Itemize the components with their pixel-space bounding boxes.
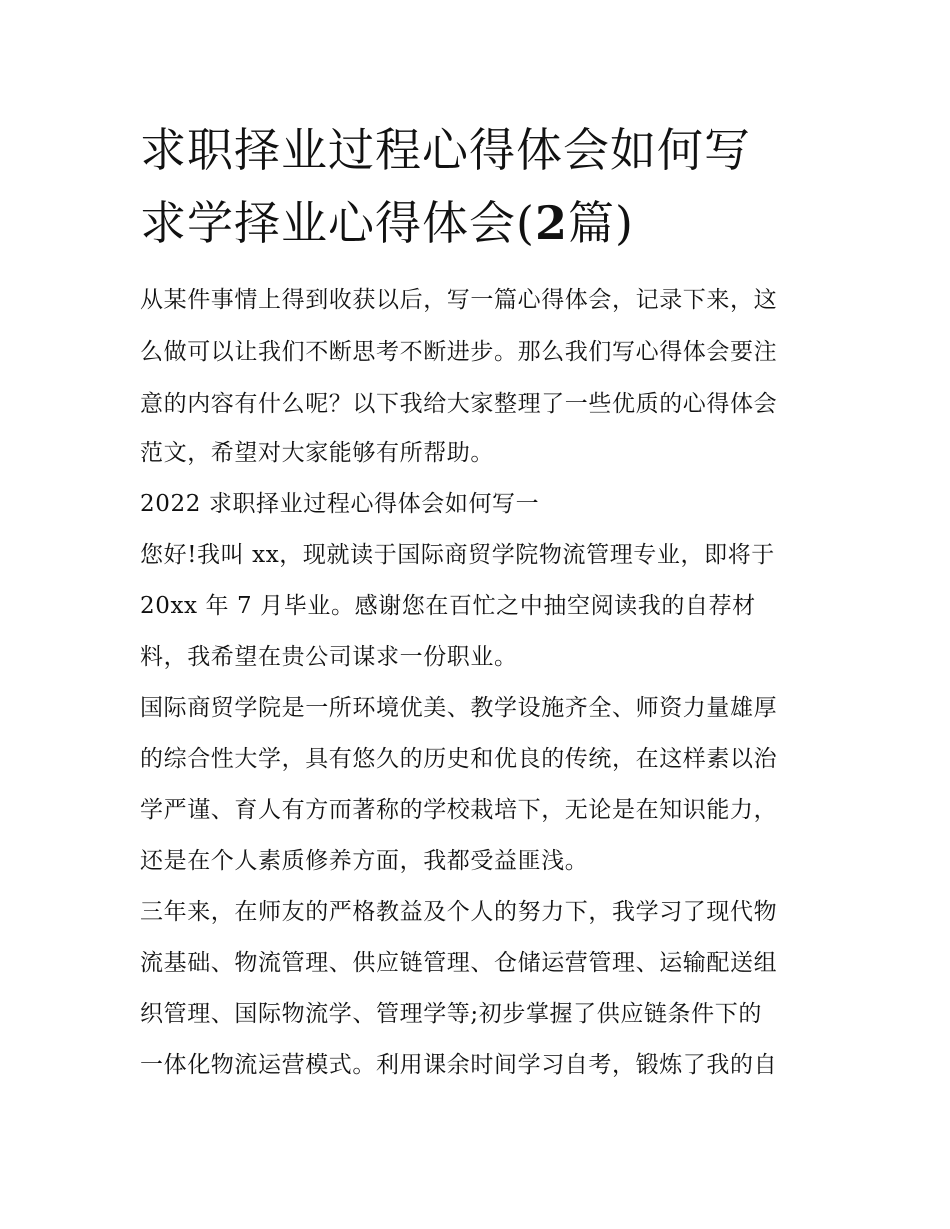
- body-line-school-3: 学严谨、育人有方而著称的学校栽培下，无论是在知识能力，: [140, 797, 778, 823]
- body-line-intro-1: 从某件事情上得到收获以后，写一篇心得体会，记录下来，这: [140, 287, 778, 313]
- document-title: [140, 114, 820, 260]
- title-line-2-number: 2: [534, 196, 568, 250]
- body-line-letter-2: 20xx 年 7 月毕业。感谢您在百忙之中抽空阅读我的自荐材: [140, 593, 756, 619]
- body-line-study-4: 一体化物流运营模式。利用课余时间学习自考，锻炼了我的自: [140, 1052, 778, 1078]
- body-line-intro-3: 意的内容有什么呢？以下我给大家整理了一些优质的心得体会: [140, 391, 778, 417]
- body-line-intro-4: 范文，希望对大家能够有所帮助。: [140, 440, 494, 466]
- body-line-school-2: 的综合性大学，具有悠久的历史和优良的传统，在这样素以治: [140, 746, 778, 772]
- title-line-2: [140, 187, 820, 260]
- body-line-school-1: 国际商贸学院是一所环境优美、教学设施齐全、师资力量雄厚: [140, 695, 778, 721]
- title-line-2-prefix: 求学择业心得体会(: [140, 196, 535, 250]
- body-line-study-3: 织管理、国际物流学、管理学等;初步掌握了供应链条件下的: [140, 1001, 762, 1027]
- body-line-letter-3: 料，我希望在贵公司谋求一份职业。: [140, 644, 518, 670]
- body-line-school-4: 还是在个人素质修养方面，我都受益匪浅。: [140, 848, 589, 874]
- title-line-1: 求职择业过程心得体会如何写: [140, 123, 751, 177]
- body-line-letter-1: 您好!我叫 xx，现就读于国际商贸学院物流管理专业，即将于: [140, 542, 775, 568]
- title-line-2-suffix: 篇): [567, 196, 634, 250]
- body-line-study-1: 三年来，在师友的严格教益及个人的努力下，我学习了现代物: [140, 899, 778, 925]
- body-line-intro-2: 么做可以让我们不断思考不断进步。那么我们写心得体会要注: [140, 339, 778, 365]
- section-heading: 2022 求职择业过程心得体会如何写一: [140, 491, 540, 517]
- body-line-study-2: 流基础、物流管理、供应链管理、仓储运营管理、运输配送组: [140, 950, 778, 976]
